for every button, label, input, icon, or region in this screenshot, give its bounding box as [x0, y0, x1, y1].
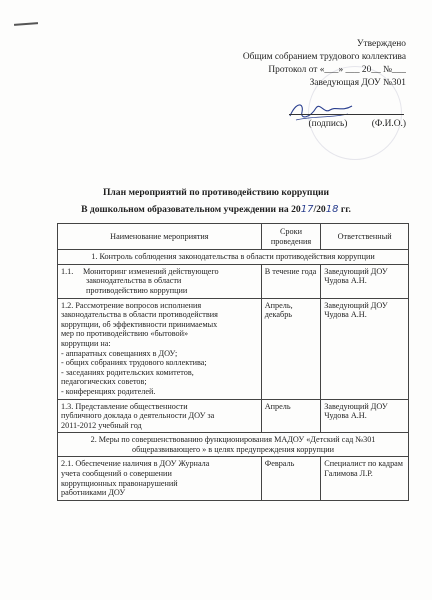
activity-cell: [58, 298, 262, 399]
activity-line: законодательства в области: [86, 276, 182, 286]
approval-block: [176, 38, 406, 130]
general-meeting-label: Общим собранием трудового коллектива: [242, 52, 406, 62]
table-row: [58, 264, 409, 298]
signature-caption-text: (подпись): [308, 119, 348, 129]
signature-underline: [289, 114, 404, 115]
activity-line: противодействию коррупции: [86, 285, 188, 295]
document-subtitle: [0, 204, 432, 215]
table-row: [58, 457, 409, 500]
activity-line: работниками ДОУ: [61, 488, 126, 498]
subtitle-prefix: В дошкольном образовательном учреждении на 20: [81, 204, 301, 215]
activity-cell: [58, 457, 262, 500]
responsible-cell: Заведующий ДОУ Чудова А.Н.: [321, 264, 409, 298]
activity-line: - общих собраниях трудового коллектива;: [61, 358, 207, 368]
activity-cell: [58, 264, 262, 298]
term-cell: Февраль: [261, 457, 321, 500]
activity-line: законодательства в области противодействия: [61, 310, 218, 320]
row-number: 1.1.: [61, 266, 74, 276]
responsible-cell: Специалист по кадрам Галимова Л.Р.: [321, 457, 409, 500]
term-cell: Апрель: [261, 399, 321, 433]
activity-line: Мониторинг изменений действующего: [83, 266, 219, 276]
term-cell: В течение года: [261, 264, 321, 298]
activity-line: коррупции на:: [61, 338, 111, 348]
year-to: 18: [325, 204, 339, 215]
activity-line: - аппаратных совещаниях в ДОУ;: [61, 348, 178, 358]
activity-line: коррупции, об эффективности принимаемых: [61, 319, 218, 329]
activity-line: 2011-2012 учебный год: [61, 420, 142, 430]
activity-line: публичного доклада о деятельности ДОУ за: [61, 411, 215, 421]
section-title-2: 2. Меры по совершенствованию функционирования МАДОУ «Детский сад №301 общеразвивающего » в целях предупреждения коррупции: [58, 433, 409, 457]
activity-line: мер по противодействию «бытовой»: [61, 329, 189, 339]
activity-line: - конференциях родителей.: [61, 386, 156, 396]
plan-table: [57, 223, 409, 501]
signature-caption: [287, 118, 407, 131]
header-responsible: Ответственный: [321, 224, 409, 250]
responsible-cell: Заведующий ДОУ Чудова А.Н.: [321, 298, 409, 399]
scan-mark: [14, 22, 38, 25]
head-title: Заведующая ДОУ №301: [309, 78, 406, 88]
activity-line: учета сообщений о совершении: [61, 469, 172, 479]
table-header-row: [58, 224, 409, 250]
year-from: 17: [300, 204, 314, 215]
signature-block: [176, 90, 406, 130]
approved-label: Утверждено: [356, 39, 406, 49]
activity-cell: [58, 399, 262, 433]
protocol-line: Протокол от «___» ___ 20__ №___: [268, 65, 406, 75]
term-cell: Апрель, декабрь: [261, 298, 321, 399]
document-title: План мероприятий по противодействию коррупции: [102, 187, 330, 198]
subtitle-suffix: гг.: [338, 204, 351, 215]
activity-line: коррупционных правонарушений: [61, 478, 178, 488]
activity-line: 1.2. Рассмотрение вопросов исполнения: [61, 300, 202, 310]
activity-line: педагогических советов;: [61, 377, 147, 387]
activity-line: 1.3. Представление общественности: [61, 401, 188, 411]
activity-text: [61, 267, 258, 296]
activity-line: 2.1. Обеспечение наличия в ДОУ Журнала: [61, 459, 210, 469]
subtitle-mid: /20: [313, 204, 326, 215]
activity-line: - заседаниях родительских комитетов,: [61, 367, 194, 377]
name-caption-text: (Ф.И.О.): [371, 119, 406, 129]
header-activity: Наименование мероприятия: [58, 224, 262, 250]
responsible-cell: Заведующий ДОУ Чудова А.Н.: [321, 399, 409, 433]
header-term: Сроки проведения: [261, 224, 321, 250]
section-row-1: [58, 250, 409, 265]
section-title-1: 1. Контроль соблюдения законодательства в области противодействия коррупции: [58, 250, 409, 265]
table-row: [58, 399, 409, 433]
table-row: [58, 298, 409, 399]
section-row-2: [58, 433, 409, 457]
